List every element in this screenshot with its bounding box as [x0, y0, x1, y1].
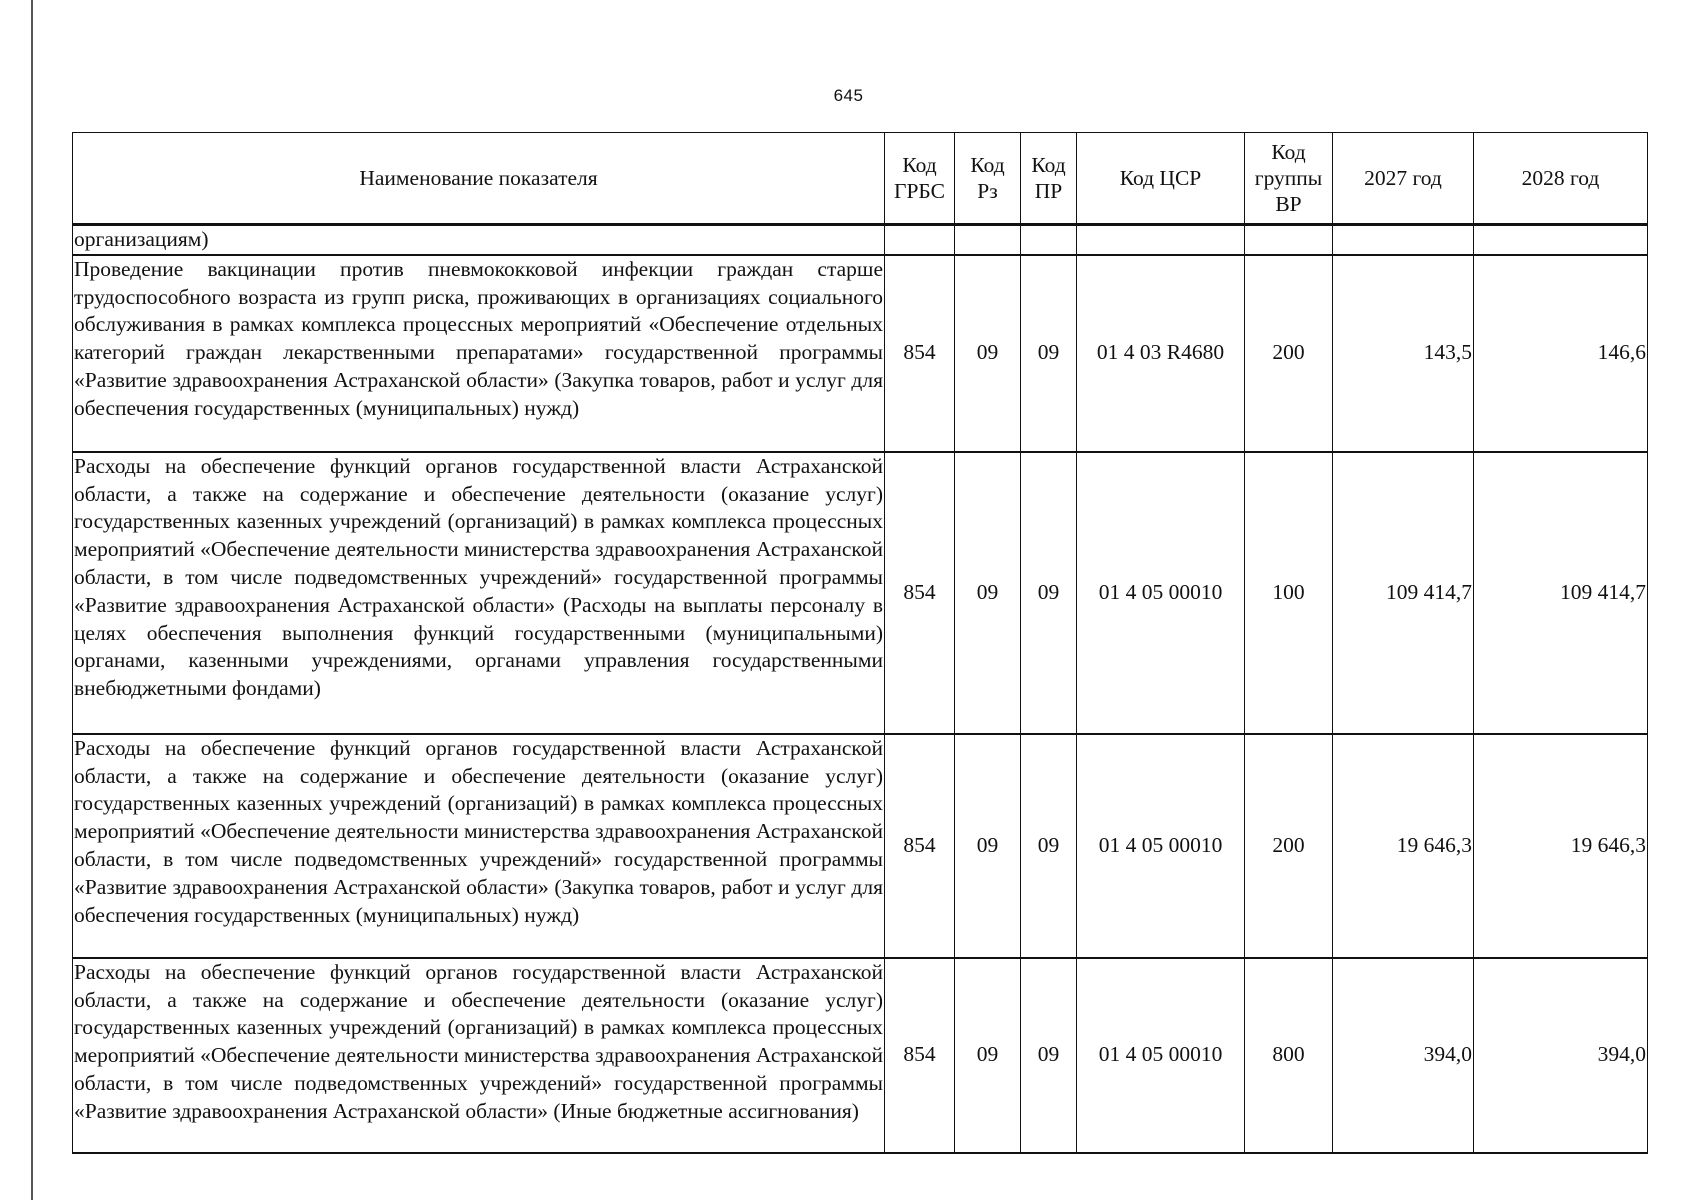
row-pr: 09: [1021, 734, 1077, 958]
row-rz: 09: [955, 255, 1021, 452]
budget-table: [72, 132, 1648, 1154]
row-pr: 09: [1021, 958, 1077, 1153]
row-vr: [1245, 225, 1333, 255]
row-csr: [1077, 225, 1245, 255]
row-2028: 394,0: [1474, 958, 1648, 1153]
row-2028: 109 414,7: [1474, 452, 1648, 734]
row-grbs: [885, 225, 955, 255]
table-row: [73, 255, 1648, 452]
row-2028: 19 646,3: [1474, 734, 1648, 958]
row-pr: 09: [1021, 255, 1077, 452]
header-grbs: Код ГРБС: [885, 133, 955, 225]
row-2027: 109 414,7: [1333, 452, 1474, 734]
row-csr: 01 4 05 00010: [1077, 734, 1245, 958]
row-grbs: 854: [885, 452, 955, 734]
row-pr: 09: [1021, 452, 1077, 734]
row-2027: 394,0: [1333, 958, 1474, 1153]
header-pr: Код ПР: [1021, 133, 1077, 225]
table-row: [73, 958, 1648, 1153]
row-vr: 200: [1245, 734, 1333, 958]
row-name: Расходы на обеспечение функций органов государственной власти Астраханской области, а также на содержание и обеспечение деятельности (оказание услуг) государственных казенных учреждений (организаций) в рамках комплекса процессных мероприятий «Обеспечение деятельности министерства здравоохранения Астраханской области, в том числе подведомственных учреждений» государственной программы «Развитие здравоохранения Астраханской области» (Расходы на выплаты персоналу в целях обеспечения выполнения функций государственными (муниципальными) органами, казенными учреждениями, органами управления государственными внебюджетными фондами): [73, 452, 885, 734]
table-header-row: [73, 133, 1648, 225]
row-2027: [1333, 225, 1474, 255]
row-vr: 100: [1245, 452, 1333, 734]
row-grbs: 854: [885, 734, 955, 958]
table-row: [73, 452, 1648, 734]
header-2027: 2027 год: [1333, 133, 1474, 225]
row-rz: [955, 225, 1021, 255]
page-number: 645: [833, 86, 864, 105]
table-row: [73, 734, 1648, 958]
header-rz: Код Рз: [955, 133, 1021, 225]
row-2028: 146,6: [1474, 255, 1648, 452]
row-grbs: 854: [885, 958, 955, 1153]
row-2027: 143,5: [1333, 255, 1474, 452]
header-csr: Код ЦСР: [1077, 133, 1245, 225]
row-pr: [1021, 225, 1077, 255]
table-row-continuation: [73, 225, 1648, 255]
header-2028: 2028 год: [1474, 133, 1648, 225]
row-rz: 09: [955, 734, 1021, 958]
row-rz: 09: [955, 452, 1021, 734]
row-name: Расходы на обеспечение функций органов государственной власти Астраханской области, а также на содержание и обеспечение деятельности (оказание услуг) государственных казенных учреждений (организаций) в рамках комплекса процессных мероприятий «Обеспечение деятельности министерства здравоохранения Астраханской области, в том числе подведомственных учреждений» государственной программы «Развитие здравоохранения Астраханской области» (Иные бюджетные ассигнования): [73, 958, 885, 1153]
header-vr: Код группы ВР: [1245, 133, 1333, 225]
row-rz: 09: [955, 958, 1021, 1153]
row-name: Проведение вакцинации против пневмококковой инфекции граждан старше трудоспособного возраста из групп риска, проживающих в организациях социального обслуживания в рамках комплекса процессных мероприятий «Обеспечение отдельных категорий граждан лекарственными препаратами» государственной программы «Развитие здравоохранения Астраханской области» (Закупка товаров, работ и услуг для обеспечения государственных (муниципальных) нужд): [73, 255, 885, 452]
row-csr: 01 4 03 R4680: [1077, 255, 1245, 452]
row-grbs: 854: [885, 255, 955, 452]
row-csr: 01 4 05 00010: [1077, 452, 1245, 734]
header-name: Наименование показателя: [73, 133, 885, 225]
row-vr: 200: [1245, 255, 1333, 452]
binding-margin-line: [31, 0, 33, 1200]
row-name: организациям): [73, 225, 885, 255]
row-name: Расходы на обеспечение функций органов государственной власти Астраханской области, а также на содержание и обеспечение деятельности (оказание услуг) государственных казенных учреждений (организаций) в рамках комплекса процессных мероприятий «Обеспечение деятельности министерства здравоохранения Астраханской области, в том числе подведомственных учреждений» государственной программы «Развитие здравоохранения Астраханской области» (Закупка товаров, работ и услуг для обеспечения государственных (муниципальных) нужд): [73, 734, 885, 958]
row-2028: [1474, 225, 1648, 255]
row-2027: 19 646,3: [1333, 734, 1474, 958]
row-vr: 800: [1245, 958, 1333, 1153]
row-csr: 01 4 05 00010: [1077, 958, 1245, 1153]
